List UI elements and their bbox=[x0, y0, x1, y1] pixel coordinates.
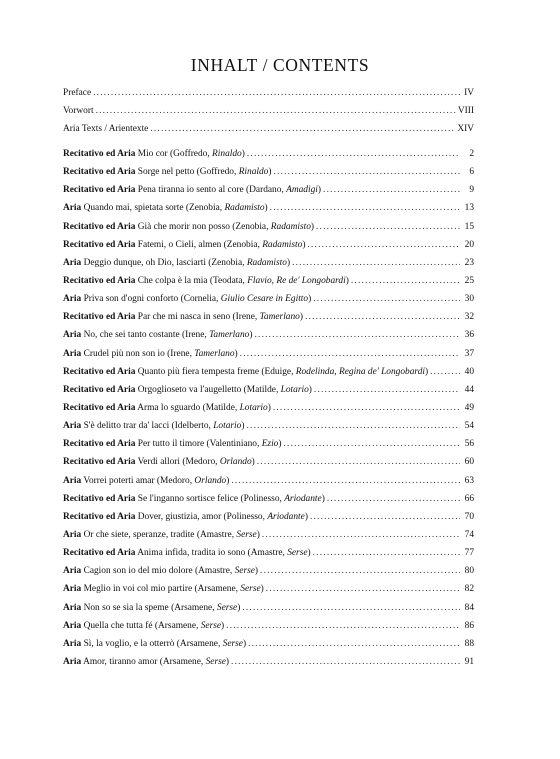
toc-row[interactable] bbox=[63, 254, 474, 272]
page-number: 13 bbox=[464, 203, 474, 214]
dot-leader bbox=[96, 102, 456, 120]
entry-role: Irene bbox=[185, 330, 205, 341]
page-number: XIV bbox=[457, 124, 474, 135]
entry-title: Amor, tiranno amor bbox=[83, 656, 158, 667]
entry-opera: Orlando bbox=[194, 475, 227, 486]
entry-opera: Giulio Cesare in Egitto bbox=[220, 294, 309, 305]
dot-leader bbox=[313, 544, 460, 562]
entry-role: Zenobia bbox=[211, 257, 243, 268]
entry-kind: Recitativo ed Aria bbox=[63, 167, 136, 178]
entry-opera: Lotario bbox=[213, 421, 242, 432]
entry-opera: Serse bbox=[234, 566, 255, 577]
toc-row[interactable] bbox=[63, 84, 474, 102]
toc-row[interactable] bbox=[63, 120, 474, 138]
entry-role: Matilde bbox=[246, 384, 276, 395]
dot-leader bbox=[260, 562, 460, 580]
toc-row[interactable] bbox=[63, 236, 474, 254]
dot-leader bbox=[262, 526, 460, 544]
toc-row[interactable] bbox=[63, 163, 474, 181]
entry-title: Orgoglioseto va l'augelletto bbox=[137, 384, 242, 395]
entry-opera: Serse bbox=[200, 620, 222, 631]
toc-row[interactable] bbox=[63, 399, 474, 417]
entry-kind: Aria bbox=[63, 584, 82, 595]
page-number: 84 bbox=[464, 602, 474, 613]
toc-row[interactable] bbox=[63, 417, 474, 435]
entry-text: Recitativo ed Aria Che colpa è la mia (Teodata, Flavio, Re de' Longobardi) bbox=[63, 275, 349, 286]
entry-text: Recitativo ed Aria Quanto più fiera tempesta freme (Eduige, Rodelinda, Regina de' Longobardi) bbox=[63, 366, 429, 377]
entry-opera: Serse bbox=[205, 656, 226, 667]
toc-row[interactable] bbox=[63, 599, 474, 617]
dot-leader bbox=[231, 653, 460, 671]
entry-kind: Recitativo ed Aria bbox=[63, 493, 136, 504]
dot-leader bbox=[242, 599, 460, 617]
entry-kind: Aria bbox=[63, 330, 82, 341]
entry-title: Già che morir non posso bbox=[137, 221, 230, 232]
dot-leader bbox=[274, 163, 461, 181]
front-matter-list bbox=[63, 84, 474, 138]
entry-title: No, che sei tanto costante bbox=[83, 330, 180, 341]
dot-leader bbox=[150, 120, 455, 138]
entry-title: Verdi allori bbox=[137, 457, 181, 468]
dot-leader bbox=[231, 472, 460, 490]
entry-title: Crudel più non son io bbox=[83, 348, 165, 359]
entry-opera: Ariodante bbox=[284, 493, 322, 504]
entry-kind: Recitativo ed Aria bbox=[63, 511, 136, 522]
entry-title: Arma lo sguardo bbox=[137, 402, 201, 413]
entry-title: Se l'inganno sortisce felice bbox=[137, 493, 239, 504]
entry-opera: Ezio bbox=[261, 439, 279, 450]
dot-leader bbox=[240, 345, 460, 363]
page-number: VIII bbox=[457, 106, 474, 117]
page-number: 20 bbox=[464, 239, 474, 250]
page-number: 56 bbox=[464, 439, 474, 450]
entry-kind: Recitativo ed Aria bbox=[63, 185, 136, 196]
entry-role: Arsamene bbox=[179, 638, 218, 649]
dot-leader bbox=[93, 84, 460, 102]
entry-title: Quanto più fiera tempesta freme bbox=[137, 366, 260, 377]
entry-opera: Rodelinda, Regina de' Longobardi bbox=[295, 366, 426, 377]
entry-role: Arsamene bbox=[158, 620, 197, 631]
entry-role: Idelberto bbox=[174, 421, 209, 432]
toc-row[interactable] bbox=[63, 290, 474, 308]
entry-role: Arsamene bbox=[197, 584, 236, 595]
entry-label: Aria Texts / Arientexte bbox=[63, 124, 149, 135]
toc-row[interactable] bbox=[63, 381, 474, 399]
entry-role: Amastre bbox=[250, 548, 283, 559]
entry-title: Par che mi nasca in seno bbox=[137, 312, 231, 323]
entry-text: Aria Deggio dunque, oh Dio, lasciarti (Zenobia, Radamisto) bbox=[63, 257, 291, 268]
entry-kind: Aria bbox=[63, 203, 82, 214]
entry-role: Valentiniano bbox=[209, 439, 257, 450]
page-number: 60 bbox=[464, 457, 474, 468]
entry-title: Anima infida, tradita io sono bbox=[137, 548, 246, 559]
entry-role: Zenobia bbox=[226, 239, 258, 250]
page-number: 74 bbox=[464, 529, 474, 540]
page-number: 91 bbox=[464, 656, 474, 667]
entry-title: Priva son d'ogni conforto bbox=[83, 294, 179, 305]
entry-title: Dover, giustizia, amor bbox=[137, 511, 222, 522]
entry-text: Recitativo ed Aria Fatemi, o Cieli, almen (Zenobia, Radamisto) bbox=[63, 239, 306, 250]
toc-row[interactable] bbox=[63, 102, 474, 120]
entry-role: Medoro bbox=[185, 457, 216, 468]
entry-kind: Recitativo ed Aria bbox=[63, 457, 136, 468]
entry-title: Fatemi, o Cieli, almen bbox=[137, 239, 222, 250]
entry-opera: Amadigi bbox=[286, 185, 318, 196]
entry-text: Aria Sì, la voglio, e la otterrò (Arsamene, Serse) bbox=[63, 638, 247, 649]
entry-text: Recitativo ed Aria Già che morir non posso (Zenobia, Radamisto) bbox=[63, 221, 315, 232]
entry-opera: Serse bbox=[287, 548, 308, 559]
page-number: 32 bbox=[464, 312, 474, 323]
dot-leader bbox=[248, 635, 460, 653]
entry-role: Teodata bbox=[212, 275, 243, 286]
entry-title: Sì, la voglio, e la otterrò bbox=[83, 638, 175, 649]
entry-kind: Aria bbox=[63, 638, 82, 649]
entry-kind: Aria bbox=[63, 656, 82, 667]
entry-role: Arsamene bbox=[174, 602, 213, 613]
dot-leader bbox=[266, 580, 460, 598]
entry-opera: Serse bbox=[216, 602, 238, 613]
entry-kind: Aria bbox=[63, 421, 82, 432]
toc-row[interactable] bbox=[63, 508, 474, 526]
entry-title: Cagion son io del mio dolore bbox=[83, 566, 193, 577]
entry-kind: Recitativo ed Aria bbox=[63, 439, 136, 450]
entry-text: Aria Cagion son io del mio dolore (Amastre, Serse) bbox=[63, 566, 259, 577]
entry-text: Aria Crudel più non son io (Irene, Tamerlano) bbox=[63, 348, 238, 359]
entry-role: Goffredo bbox=[199, 167, 234, 178]
toc-row[interactable] bbox=[63, 308, 474, 326]
entry-role: Zenobia bbox=[189, 203, 220, 214]
entry-label: Vorwort bbox=[63, 106, 94, 117]
entry-role: Irene bbox=[235, 312, 255, 323]
entry-kind: Aria bbox=[63, 620, 82, 631]
toc-row[interactable] bbox=[63, 562, 474, 580]
entry-kind: Recitativo ed Aria bbox=[63, 366, 136, 377]
page-number: 77 bbox=[464, 548, 474, 559]
dot-leader bbox=[327, 490, 460, 508]
entry-text: Aria Vorrei poterti amar (Medoro, Orlando) bbox=[63, 475, 230, 486]
entry-opera: Radamisto bbox=[262, 239, 303, 250]
entry-text: Recitativo ed Aria Arma lo sguardo (Matilde, Lotario) bbox=[63, 402, 271, 413]
entry-opera: Ariodante bbox=[267, 511, 305, 522]
entry-opera: Lotario bbox=[280, 384, 309, 395]
entry-text: Aria Amor, tiranno amor (Arsamene, Serse) bbox=[63, 656, 230, 667]
entry-role: Polinesso bbox=[226, 511, 263, 522]
entry-text: Recitativo ed Aria Dover, giustizia, amor (Polinesso, Ariodante) bbox=[63, 511, 308, 522]
dot-leader bbox=[254, 326, 460, 344]
toc-row[interactable] bbox=[63, 490, 474, 508]
entry-opera: Radamisto bbox=[224, 203, 265, 214]
entry-text: Aria Quella che tutta fé (Arsamene, Serse) bbox=[63, 620, 225, 631]
page-number: 15 bbox=[464, 221, 474, 232]
toc-row[interactable] bbox=[63, 345, 474, 363]
entry-role: Eduige bbox=[264, 366, 292, 377]
page-number: 44 bbox=[464, 384, 474, 395]
entry-opera: Flavio, Re de' Longobardi bbox=[247, 275, 346, 286]
entry-kind: Aria bbox=[63, 294, 82, 305]
entry-opera: Rinaldo bbox=[238, 167, 269, 178]
entry-text: Recitativo ed Aria Se l'inganno sortisce felice (Polinesso, Ariodante) bbox=[63, 493, 325, 504]
aria-contents-list bbox=[63, 145, 474, 671]
toc-row[interactable] bbox=[63, 272, 474, 290]
entry-kind: Recitativo ed Aria bbox=[63, 402, 136, 413]
entry-label: Preface bbox=[63, 88, 92, 98]
entry-text: Recitativo ed Aria Anima infida, tradita io sono (Amastre, Serse) bbox=[63, 548, 311, 559]
dot-leader bbox=[313, 290, 460, 308]
entry-title: Or che siete, speranze, tradite bbox=[83, 529, 195, 540]
entry-opera: Serse bbox=[236, 529, 257, 540]
toc-row[interactable] bbox=[63, 544, 474, 562]
page-number: 9 bbox=[469, 185, 474, 196]
entry-role: Medoro bbox=[160, 475, 190, 486]
page-number: 80 bbox=[464, 566, 474, 577]
entry-kind: Recitativo ed Aria bbox=[63, 221, 136, 232]
entry-text: Aria Or che siete, speranze, tradite (Amastre, Serse) bbox=[63, 529, 260, 540]
entry-title: Mio cor bbox=[137, 149, 168, 159]
entry-kind: Aria bbox=[63, 475, 82, 486]
dot-leader bbox=[307, 236, 460, 254]
entry-title: Sorge nel petto bbox=[137, 167, 195, 178]
entry-text: Aria Non so se sia la speme (Arsamene, Serse) bbox=[63, 602, 241, 613]
entry-opera: Rinaldo bbox=[212, 149, 242, 159]
entry-title: Pena tiranna io sento al core bbox=[137, 185, 244, 196]
entry-opera: Tamerlano bbox=[194, 348, 235, 359]
entry-title: Quando mai, spietata sorte bbox=[83, 203, 184, 214]
entry-text: Aria Meglio in voi col mio partire (Arsamene, Serse) bbox=[63, 584, 264, 595]
dot-leader bbox=[430, 363, 460, 381]
toc-row[interactable] bbox=[63, 653, 474, 671]
entry-kind: Recitativo ed Aria bbox=[63, 239, 136, 250]
entry-text: Aria Quando mai, spietata sorte (Zenobia, Radamisto) bbox=[63, 203, 268, 214]
toc-row[interactable] bbox=[63, 199, 474, 217]
entry-role: Amastre bbox=[198, 566, 230, 577]
toc-row[interactable] bbox=[63, 181, 474, 199]
entry-text: Aria Priva son d'ogni conforto (Cornelia, Giulio Cesare in Egitto) bbox=[63, 294, 312, 305]
dot-leader bbox=[310, 508, 460, 526]
entry-text: Recitativo ed Aria Orgoglioseto va l'augelletto (Matilde, Lotario) bbox=[63, 384, 312, 395]
entry-kind: Recitativo ed Aria bbox=[63, 149, 136, 159]
entry-opera: Tamerlano bbox=[209, 330, 250, 341]
entry-opera: Radamisto bbox=[246, 257, 287, 268]
dot-leader bbox=[247, 145, 460, 163]
entry-role: Amastre bbox=[199, 529, 232, 540]
page-number: 70 bbox=[464, 511, 474, 522]
dot-leader bbox=[273, 399, 460, 417]
entry-text: Recitativo ed Aria Per tutto il timore (Valentiniano, Ezio) bbox=[63, 439, 282, 450]
entry-role: Goffredo bbox=[173, 149, 208, 159]
page-number: 49 bbox=[464, 402, 474, 413]
dot-leader bbox=[314, 381, 460, 399]
entry-kind: Recitativo ed Aria bbox=[63, 384, 136, 395]
entry-kind: Aria bbox=[63, 257, 82, 268]
page-number: 6 bbox=[469, 167, 474, 178]
entry-role: Zenobia bbox=[235, 221, 267, 232]
toc-row[interactable] bbox=[63, 472, 474, 490]
entry-kind: Aria bbox=[63, 602, 82, 613]
entry-kind: Aria bbox=[63, 566, 82, 577]
entry-title: Deggio dunque, oh Dio, lasciarti bbox=[83, 257, 206, 268]
entry-role: Matilde bbox=[205, 402, 235, 413]
page-number: 30 bbox=[464, 294, 474, 305]
dot-leader bbox=[305, 308, 460, 326]
page-number: 25 bbox=[464, 275, 474, 286]
entry-title: Per tutto il timore bbox=[137, 439, 205, 450]
entry-opera: Tamerlano bbox=[259, 312, 300, 323]
toc-row[interactable] bbox=[63, 526, 474, 544]
entry-text: Recitativo ed Aria Sorge nel petto (Goffredo, Rinaldo) bbox=[63, 167, 272, 178]
entry-text: Recitativo ed Aria Par che mi nasca in seno (Irene, Tamerlano) bbox=[63, 312, 303, 323]
toc-row[interactable] bbox=[63, 453, 474, 471]
page-number: 36 bbox=[464, 330, 474, 341]
dot-leader bbox=[226, 617, 460, 635]
entry-role: Irene bbox=[170, 348, 190, 359]
dot-leader bbox=[323, 181, 460, 199]
page-number: 40 bbox=[464, 366, 474, 377]
entry-title: Quella che tutta fé bbox=[83, 620, 153, 631]
entry-text: Aria S'è delitto trar da' lacci (Idelberto, Lotario) bbox=[63, 421, 245, 432]
entry-role: Dardano bbox=[249, 185, 282, 196]
toc-row[interactable] bbox=[63, 218, 474, 236]
toc-row[interactable] bbox=[63, 363, 474, 381]
entry-title: S'è delitto trar da' lacci bbox=[83, 421, 170, 432]
entry-opera: Lotario bbox=[239, 402, 268, 413]
page-number: 23 bbox=[464, 257, 474, 268]
page-number: 2 bbox=[469, 149, 474, 159]
entry-title: Che colpa è la mia bbox=[137, 275, 208, 286]
entry-text: Recitativo ed Aria Verdi allori (Medoro, Orlando) bbox=[63, 457, 255, 468]
dot-leader bbox=[270, 199, 460, 217]
dot-leader bbox=[292, 254, 460, 272]
entry-role: Polinesso bbox=[243, 493, 280, 504]
toc-row[interactable] bbox=[63, 435, 474, 453]
entry-opera: Serse bbox=[240, 584, 261, 595]
entry-text: Recitativo ed Aria Mio cor (Goffredo, Rinaldo) bbox=[63, 149, 245, 159]
entry-role: Cornelia bbox=[183, 294, 216, 305]
page-number: IV bbox=[464, 88, 474, 98]
page-title: INHALT / CONTENTS bbox=[190, 55, 370, 75]
toc-row[interactable] bbox=[63, 635, 474, 653]
entry-title: Meglio in voi col mio partire bbox=[83, 584, 193, 595]
entry-kind: Recitativo ed Aria bbox=[63, 312, 136, 323]
entry-kind: Aria bbox=[63, 348, 82, 359]
entry-title: Non so se sia la speme bbox=[83, 602, 169, 613]
page-number: 86 bbox=[464, 620, 474, 631]
entry-opera: Orlando bbox=[219, 457, 252, 468]
entry-text: Aria No, che sei tanto costante (Irene, Tamerlano) bbox=[63, 330, 253, 341]
entry-opera: Radamisto bbox=[270, 221, 311, 232]
page-number: 54 bbox=[464, 421, 474, 432]
dot-leader bbox=[316, 218, 460, 236]
page-number: 37 bbox=[464, 348, 474, 359]
entry-kind: Recitativo ed Aria bbox=[63, 275, 136, 286]
dot-leader bbox=[351, 272, 460, 290]
page-number: 63 bbox=[464, 475, 474, 486]
page-number: 88 bbox=[464, 638, 474, 649]
toc-row[interactable] bbox=[63, 617, 474, 635]
toc-row[interactable] bbox=[63, 326, 474, 344]
toc-row[interactable] bbox=[63, 580, 474, 598]
entry-opera: Serse bbox=[222, 638, 243, 649]
entry-kind: Aria bbox=[63, 529, 82, 540]
page-number: 82 bbox=[464, 584, 474, 595]
page-number: 66 bbox=[464, 493, 474, 504]
dot-leader bbox=[257, 453, 460, 471]
entry-kind: Recitativo ed Aria bbox=[63, 548, 136, 559]
dot-leader bbox=[283, 435, 460, 453]
entry-title: Vorrei poterti amar bbox=[83, 475, 155, 486]
toc-row[interactable] bbox=[63, 145, 474, 163]
dot-leader bbox=[246, 417, 460, 435]
entry-text: Recitativo ed Aria Pena tiranna io sento al core (Dardano, Amadigi) bbox=[63, 185, 322, 196]
entry-role: Arsamene bbox=[162, 656, 201, 667]
